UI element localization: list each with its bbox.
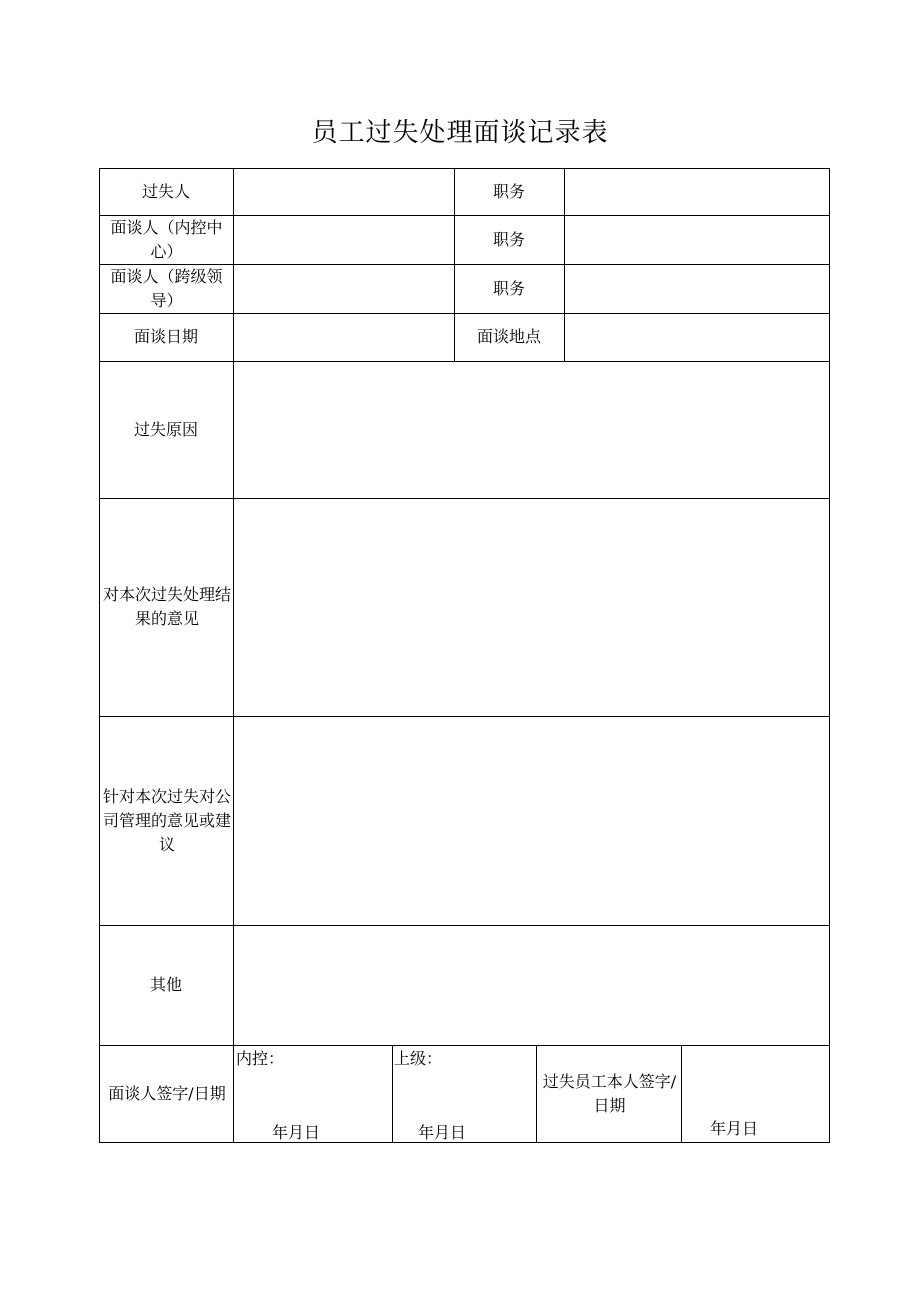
person-at-fault-position-field[interactable] <box>565 169 829 215</box>
interviewer-internal-label: 面谈人（内控中心） <box>110 217 223 261</box>
person-at-fault-field[interactable] <box>234 169 454 215</box>
interview-location-label: 面谈地点 <box>476 327 541 346</box>
superior-label: 上级： <box>394 1049 443 1068</box>
interviewer-internal-field[interactable] <box>234 216 454 264</box>
interview-date-field[interactable] <box>234 314 454 361</box>
other-label: 其他 <box>149 975 182 994</box>
interviewer-signature-label: 面谈人签字/日期 <box>108 1083 226 1103</box>
fault-reason-label: 过失原因 <box>133 419 198 439</box>
grid-line <box>536 1045 537 1142</box>
interviewer-senior-position-field[interactable] <box>565 265 829 313</box>
fault-reason-field[interactable] <box>234 362 829 498</box>
position-label: 职务 <box>492 181 525 201</box>
grid-line <box>829 168 830 1143</box>
suggestion-label: 针对本次过失对公司管理的意见或建议 <box>102 786 231 854</box>
page-title: 员工过失处理面谈记录表 <box>311 118 609 148</box>
interview-location-field[interactable] <box>565 314 829 361</box>
opinion-result-field[interactable] <box>234 499 829 716</box>
interviewer-internal-position-field[interactable] <box>565 216 829 264</box>
person-at-fault-label: 过失人 <box>141 181 190 201</box>
interviewer-senior-field[interactable] <box>234 265 454 313</box>
internal-signature-field[interactable] <box>234 1046 392 1142</box>
internal-control-label: 内控： <box>236 1049 285 1068</box>
interview-record-form <box>99 168 830 1143</box>
superior-date-placeholder: 年月日 <box>418 1123 467 1142</box>
opinion-result-label: 对本次过失处理结果的意见 <box>102 585 231 628</box>
suggestion-field[interactable] <box>234 717 829 925</box>
interviewer-senior-label: 面谈人（跨级领导） <box>110 266 223 310</box>
superior-signature-field[interactable] <box>393 1046 536 1142</box>
position-label: 职务 <box>492 278 525 298</box>
other-field[interactable] <box>234 926 829 1045</box>
internal-date-placeholder: 年月日 <box>272 1123 321 1142</box>
position-label: 职务 <box>492 229 525 249</box>
employee-date-placeholder: 年月日 <box>710 1119 759 1138</box>
employee-signature-field[interactable] <box>682 1046 829 1142</box>
employee-signature-label: 过失员工本人签字/日期 <box>542 1071 677 1115</box>
interview-date-label: 面谈日期 <box>133 327 198 346</box>
